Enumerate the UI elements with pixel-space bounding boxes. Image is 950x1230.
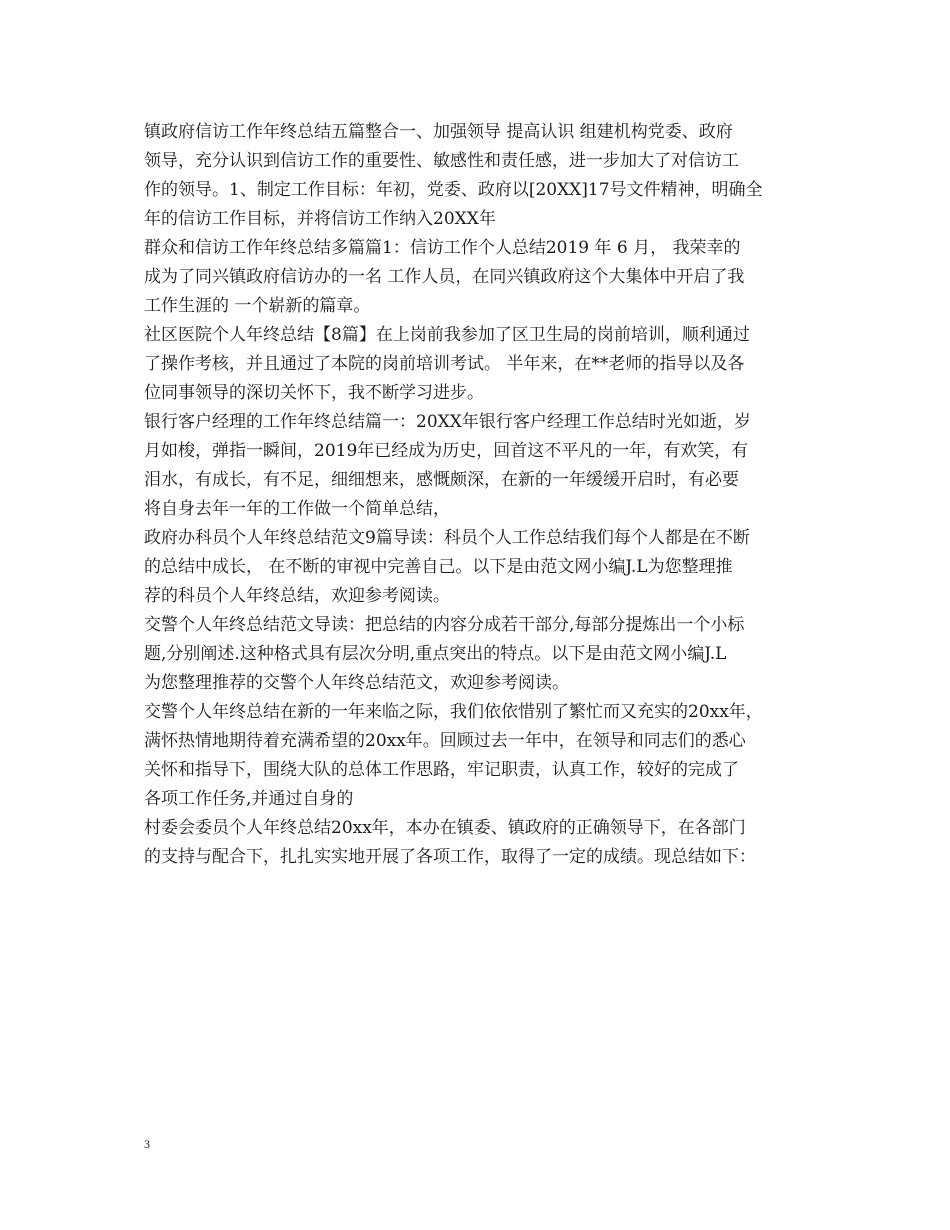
text-line: 村委会委员个人年终总结20xx年，本办在镇委、镇政府的正确领导下，在各部门 [144, 818, 746, 838]
document-body [144, 118, 808, 872]
text-line: 工作生涯的 一个崭新的篇章。 [144, 296, 371, 316]
text-line: 关怀和指导下，围绕大队的总体工作思路，牢记职责，认真工作，较好的完成了 [144, 760, 739, 780]
text-line: 作的领导。1、制定工作目标：年初，党委、政府以[20XX]17号文件精神，明确全 [144, 180, 763, 200]
text-line: 交警个人年终总结范文导读：把总结的内容分成若干部分,每部分提炼出一个小标 [144, 615, 745, 635]
text-line: 的支持与配合下，扎扎实实地开展了各项工作，取得了一定的成绩。现总结如下： [144, 847, 756, 867]
text-line: 年的信访工作目标，并将信访工作纳入20XX年 [144, 209, 496, 229]
text-line: 镇政府信访工作年终总结五篇整合一、加强领导 提高认识 组建机构党委、政府 [144, 122, 733, 142]
text-line: 荐的科员个人年终总结，欢迎参考阅读。 [144, 586, 450, 606]
text-line: 为您整理推荐的交警个人年终总结范文，欢迎参考阅读。 [144, 673, 569, 693]
text-line: 满怀热情地期待着充满希望的20xx年。回顾过去一年中，在领导和同志们的悉心 [144, 731, 746, 751]
text-line: 成为了同兴镇政府信访办的一名 工作人员，在同兴镇政府这个大集体中开启了我 [144, 267, 745, 287]
text-line: 题,分别阐述.这种格式具有层次分明,重点突出的特点。以下是由范文网小编J.L [144, 644, 727, 664]
text-line: 泪水，有成长，有不足，细细想来，感慨颇深，在新的一年缓缓开启时，有必要 [144, 470, 739, 490]
page-number: 3 [144, 1137, 150, 1151]
text-line: 的总结中成长， 在不断的审视中完善自己。以下是由范文网小编J.L为您整理推 [144, 557, 733, 577]
text-line: 位同事领导的深切关怀下，我不断学习进步。 [144, 383, 484, 403]
text-line: 交警个人年终总结在新的一年来临之际，我们依依惜别了繁忙而又充实的20xx年， [144, 702, 763, 722]
text-line: 了操作考核，并且通过了本院的岗前培训考试。 半年来，在**老师的指导以及各 [144, 354, 745, 374]
text-line: 银行客户经理的工作年终总结篇一：20XX年银行客户经理工作总结时光如逝，岁 [144, 412, 751, 432]
text-line: 各项工作任务,并通过自身的 [144, 789, 354, 809]
text-line: 月如梭，弹指一瞬间，2019年已经成为历史，回首这不平凡的一年，有欢笑，有 [144, 441, 749, 461]
text-line: 领导，充分认识到信访工作的重要性、敏感性和责任感，进一步加大了对信访工 [144, 151, 739, 171]
text-line: 将自身去年一年的工作做一个简单总结， [144, 499, 450, 519]
text-line: 社区医院个人年终总结【8篇】在上岗前我参加了区卫生局的岗前培训，顺利通过 [144, 325, 750, 345]
text-line: 政府办科员个人年终总结范文9篇导读：科员个人工作总结我们每个人都是在不断 [144, 528, 750, 548]
text-line: 群众和信访工作年终总结多篇篇1：信访工作个人总结2019 年 6 月， 我荣幸的 [144, 238, 741, 258]
